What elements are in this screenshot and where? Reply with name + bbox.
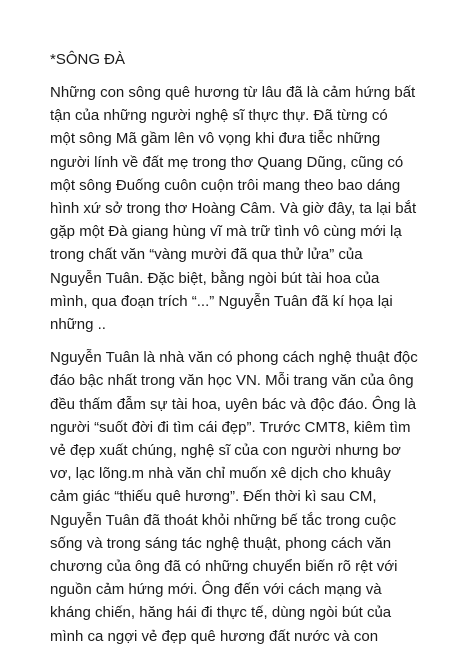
text-line: Nguyễn Tuân là nhà văn có phong cách nghệ thuật độc (50, 349, 418, 367)
text-line: trong chất văn “vàng mười đã qua thử lửa” của (50, 246, 363, 264)
text-line: kháng chiến, hăng hái đi thực tế, dùng ngòi bút của (50, 604, 392, 622)
text-line: hình xứ sở trong thơ Hoàng Câm. Và giờ đây, ta lại bắt (50, 200, 417, 218)
text-line: vơ, lạc lõng.m nhà văn chỉ muốn xê dịch cho khuây (50, 465, 391, 483)
text-line: đều thấm đẫm sự tài hoa, uyên bác và độc đáo. Ông là (50, 395, 417, 413)
text-line: mình ca ngợi vẻ đẹp quê hương đất nước và con (50, 627, 379, 645)
paragraph-body (50, 346, 422, 648)
paragraph-intro (50, 81, 422, 336)
text-line: Những con sông quê hương từ lâu đã là cảm hứng bất (50, 84, 416, 101)
text-line: Nguyễn Tuân. Đặc biệt, bằng ngòi bút tài hoa của (50, 269, 380, 287)
text-line: một sông Đuống cuôn cuộn trôi mang theo bao dáng (50, 176, 401, 194)
text-line: tận của những người nghệ sĩ thực thự. Đã từng có (50, 107, 388, 125)
text-line: gặp một Đà giang hùng vĩ mà trữ tình vô cùng mới lạ (50, 223, 402, 241)
text-line: cảm giác “thiếu quê hương”. Đến thời kì sau CM, (50, 488, 377, 506)
text-line: những .. (50, 316, 106, 334)
text-line: Nguyễn Tuân đã thoát khỏi những bế tắc trong cuộc (50, 511, 397, 529)
section-heading: *SÔNG ĐÀ (50, 51, 126, 68)
text-line: vẻ đẹp xuất chúng, nghệ sĩ của con người nhưng bơ (50, 442, 401, 460)
text-line: người “suốt đời đi tìm cái đẹp”. Trước CMT8, kiêm tìm (50, 418, 411, 436)
text-line: mình, qua đoạn trích “...” Nguyễn Tuân đã kí họa lại (50, 292, 393, 310)
text-line: nguồn cảm hứng mới. Ông đến với cách mạng và (50, 581, 382, 599)
text-line: một sông Mã gầm lên vô vọng khi đưa tiễc những (50, 130, 381, 148)
text-line: đáo bậc nhất trong văn học VN. Mỗi trang văn của ông (50, 372, 414, 390)
text-line: chương của ông đã có những chuyển biến rõ rệt với (50, 558, 398, 576)
text-line: sống và trong sáng tác nghệ thuật, phong cách văn (50, 534, 392, 552)
text-line: người lính về đất mẹ trong thơ Quang Dũng, cũng có (50, 153, 404, 171)
